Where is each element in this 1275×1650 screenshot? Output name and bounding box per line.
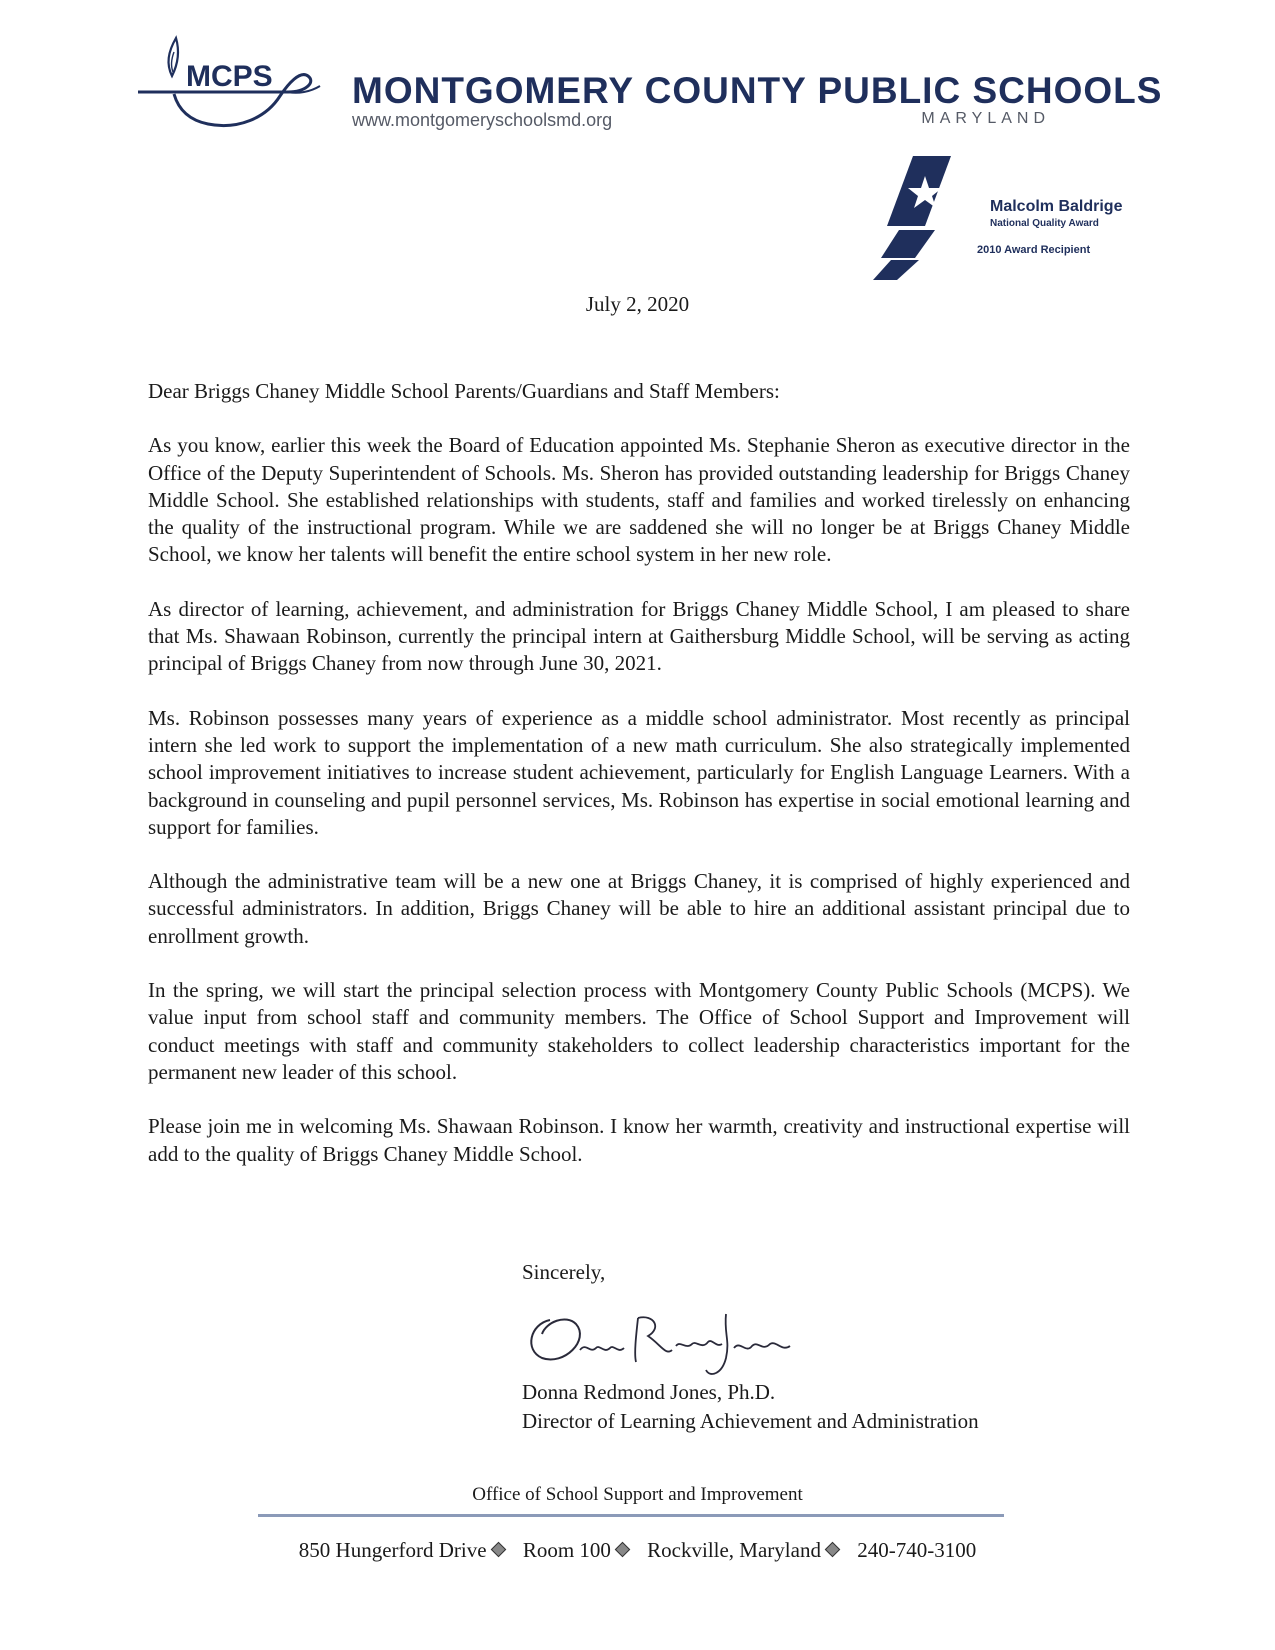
paragraph: In the spring, we will start the principal selection process with Montgomery County Public Schools (MCPS). We value input from school staff and community members. The Office of School Support and Improvement will conduct meetings with staff and community stakeholders to collect leadership characteristics important for the permanent new leader of this school. [148,978,1130,1084]
salutation: Dear Briggs Chaney Middle School Parents/Guardians and Staff Members: [148,379,780,403]
footer-divider [258,1514,1004,1517]
signer-title: Director of Learning Achievement and Administration [522,1409,979,1433]
paragraph: As director of learning, achievement, and administration for Briggs Chaney Middle School, I am pleased to share that Ms. Shawaan Robinson, currently the principal intern at Gaithersburg Middle School, will be serving as acting principal of Briggs Chaney from now through June 30, 2021. [148,596,1130,676]
award-year: 2010 Award Recipient [977,244,1091,256]
letter-body [148,378,1130,1195]
signer-block [522,1378,979,1436]
address-city: Rockville, Maryland [647,1538,821,1562]
letterhead [138,34,1163,144]
paragraph: Please join me in welcoming Ms. Shawaan Robinson. I know her warmth, creativity and instructional expertise will add to the quality of Briggs Chaney Middle School. [148,1114,1130,1166]
address-street: 850 Hungerford Drive [298,1538,487,1562]
mcps-logo-icon [138,34,353,134]
address-room: Room 100 [522,1538,611,1562]
award-subtitle: National Quality Award [990,218,1099,229]
baldrige-award-badge [905,156,1145,284]
signature-icon [520,1300,810,1384]
letter-date: July 2, 2020 [585,292,690,316]
footer-address [0,1538,1275,1563]
closing: Sincerely, [522,1260,606,1284]
diamond-separator-icon [615,1542,631,1558]
footer-office: Office of School Support and Improvement [472,1484,803,1505]
logo-text: MCPS [186,60,273,93]
baldrige-star-icon [869,156,979,284]
org-state: MARYLAND [921,110,1050,127]
org-name: MONTGOMERY COUNTY PUBLIC SCHOOLS [352,70,1163,111]
award-name: Malcolm Baldrige [990,198,1123,215]
paragraph: As you know, earlier this week the Board of Education appointed Ms. Stephanie Sheron as executive director in the Office of the Deputy Superintendent of Schools. Ms. Sheron has provided outstanding leadership for Briggs Chaney Middle School. She established relationships with students, staff and families and worked tirelessly on enhancing the quality of the instructional program. While we are saddened she will no longer be at Briggs Chaney Middle School, we know her talents will benefit the entire school system in her new role. [148,433,1130,567]
address-phone: 240-740-3100 [857,1538,977,1562]
diamond-separator-icon [825,1542,841,1558]
signer-name: Donna Redmond Jones, Ph.D. [522,1380,776,1404]
paragraph: Although the administrative team will be a new one at Briggs Chaney, it is comprised of highly experienced and successful administrators. In addition, Briggs Chaney will be able to hire an additional assistant principal due to enrollment growth. [148,869,1130,948]
org-website: www.montgomeryschoolsmd.org [352,110,613,130]
paragraph: Ms. Robinson possesses many years of experience as a middle school administrator. Most recently as principal intern she led work to support the implementation of a new math curriculum. She also strategically implemented school improvement initiatives to increase student achievement, particularly for English Language Learners. With a background in counseling and pupil personnel services, Ms. Robinson has expertise in social emotional learning and support for families. [148,705,1130,839]
diamond-separator-icon [490,1542,506,1558]
